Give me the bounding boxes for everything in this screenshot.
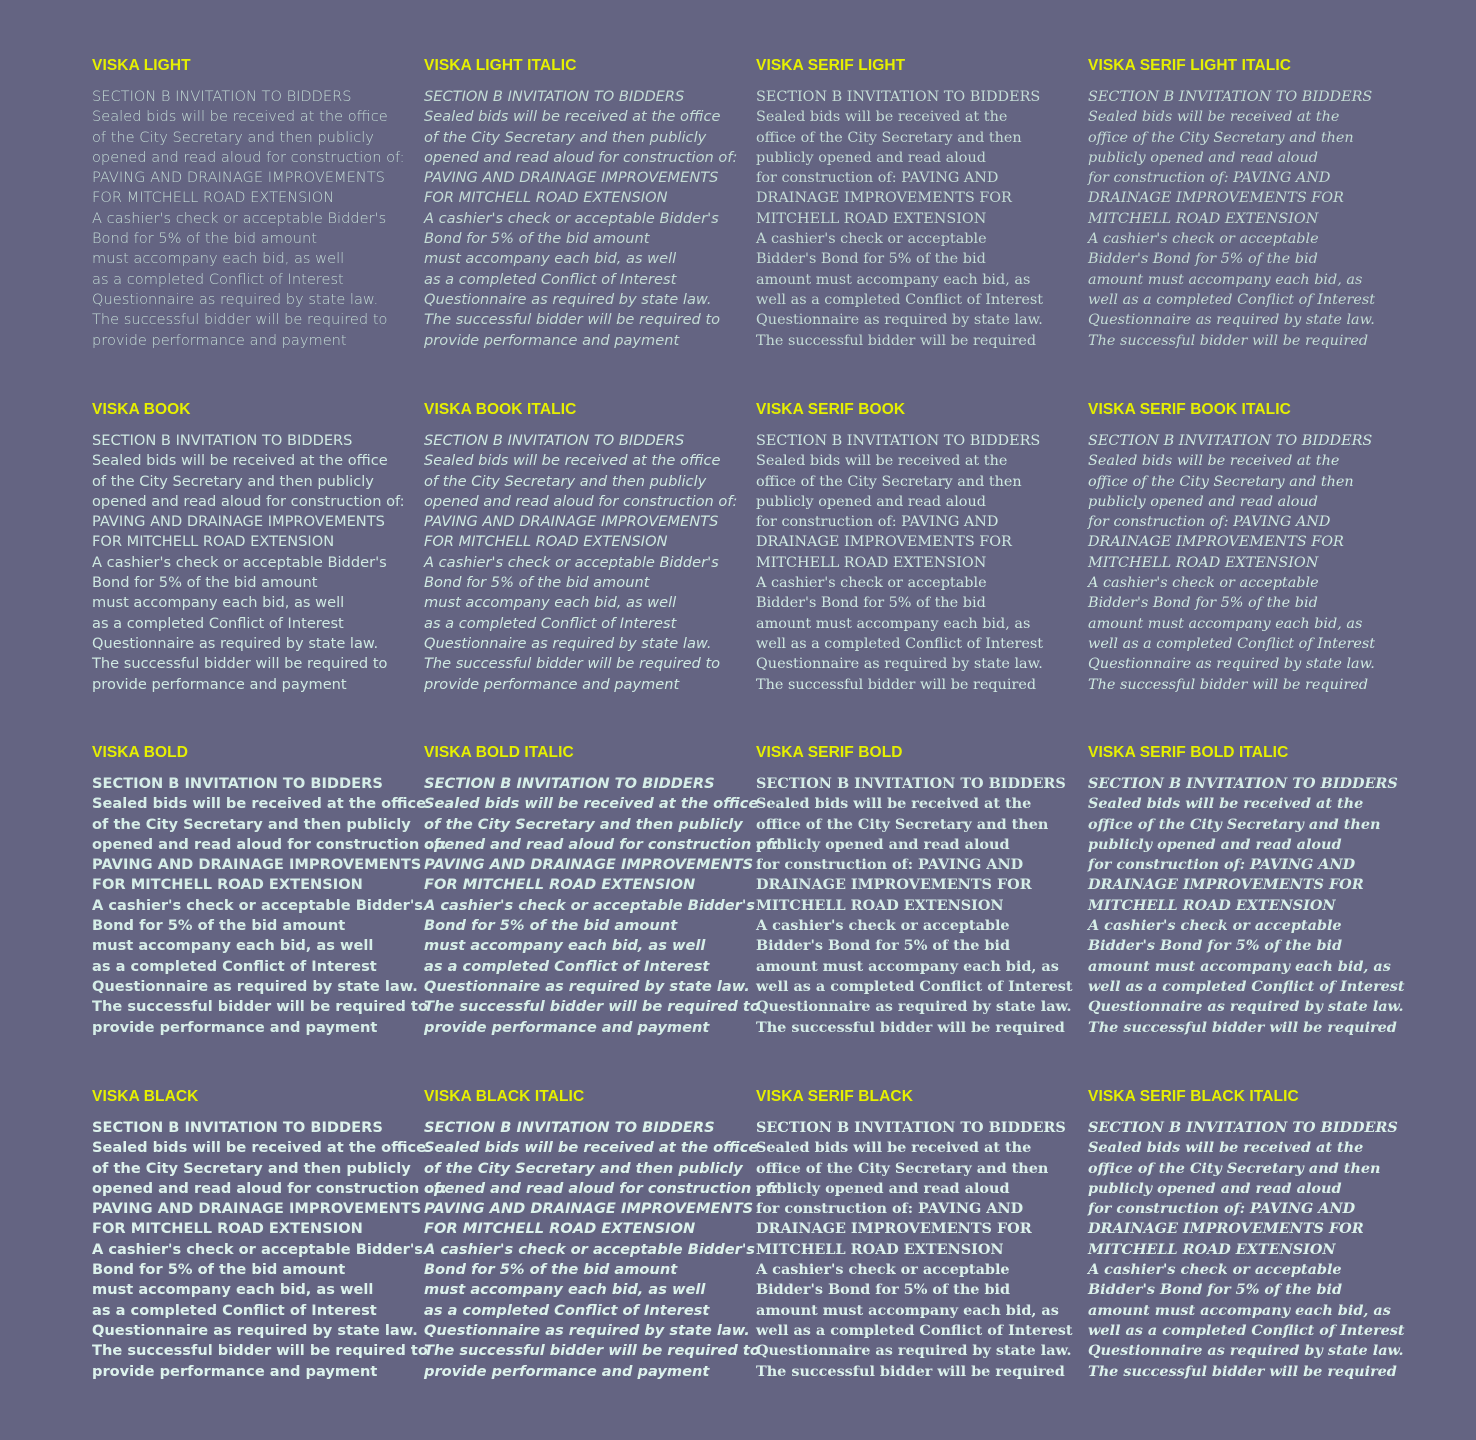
specimen-viska-serif-black-italic xyxy=(1088,1087,1408,1382)
specimen-line: Sealed bids will be received at the xyxy=(756,453,1008,470)
specimen-line: as a completed Conflict of Interest xyxy=(92,1301,377,1319)
specimen-line: SECTION B INVITATION TO BIDDERS xyxy=(424,1119,715,1136)
specimen-line: Questionnaire as required by state law. xyxy=(424,290,712,308)
specimen-line: amount must accompany each bid, as xyxy=(1088,615,1363,632)
specimen-line: well as a completed Conflict of Interest xyxy=(756,1321,1073,1339)
specimen-line: A cashier's check or acceptable Bidder's xyxy=(424,1240,755,1258)
specimen-line: Questionnaire as required by state law. xyxy=(424,634,712,652)
specimen-line: A cashier's check or acceptable xyxy=(1088,917,1342,935)
specimen-line: SECTION B INVITATION TO BIDDERS xyxy=(756,89,1041,105)
specimen-line: opened and read aloud for construction of: xyxy=(92,148,405,166)
specimen-line: SECTION B INVITATION TO BIDDERS xyxy=(1088,89,1373,105)
specimen-line: Questionnaire as required by state law. xyxy=(92,634,379,652)
specimen-viska-serif-light-italic xyxy=(1088,56,1408,351)
specimen-line: Bidder's Bond for 5% of the bid xyxy=(756,251,986,268)
specimen-line: The successful bidder will be required xyxy=(1088,1018,1397,1036)
specimen-line: publicly opened and read aloud xyxy=(1088,149,1318,166)
specimen-line: must accompany each bid, as well xyxy=(92,1281,374,1299)
specimen-title: VISKA SERIF BOOK ITALIC xyxy=(1088,401,1291,418)
specimen-line: DRAINAGE IMPROVEMENTS FOR xyxy=(756,1220,1032,1238)
specimen-text xyxy=(92,774,447,1038)
specimen-line: The successful bidder will be required to xyxy=(92,655,388,673)
specimen-line: MITCHELL ROAD EXTENSION xyxy=(1088,896,1336,914)
specimen-line: DRAINAGE IMPROVEMENTS FOR xyxy=(1088,1220,1364,1238)
specimen-text xyxy=(1088,87,1408,351)
specimen-line: for construction of: PAVING AND xyxy=(756,170,999,187)
specimen-line: provide performance and payment xyxy=(92,675,347,693)
specimen-title: VISKA BOOK ITALIC xyxy=(424,401,577,418)
specimen-line: PAVING AND DRAINAGE IMPROVEMENTS xyxy=(424,513,719,531)
specimen-line: must accompany each bid, as well xyxy=(424,250,677,268)
specimen-line: The successful bidder will be required xyxy=(756,676,1037,693)
specimen-title: VISKA SERIF BOLD ITALIC xyxy=(1088,744,1289,761)
specimen-line: well as a completed Conflict of Interest xyxy=(1088,1321,1405,1339)
specimen-title: VISKA LIGHT xyxy=(92,57,191,74)
specimen-line: SECTION B INVITATION TO BIDDERS xyxy=(1088,1119,1398,1136)
specimen-text xyxy=(756,774,1076,1038)
specimen-line: DRAINAGE IMPROVEMENTS FOR xyxy=(1088,876,1364,894)
specimen-line: provide performance and payment xyxy=(424,675,680,693)
specimen-line: SECTION B INVITATION TO BIDDERS xyxy=(92,88,352,105)
specimen-line: Bidder's Bond for 5% of the bid xyxy=(1088,937,1343,955)
specimen-text xyxy=(424,1118,779,1382)
specimen-line: office of the City Secretary and then xyxy=(1088,473,1354,490)
specimen-title: VISKA SERIF LIGHT xyxy=(756,57,906,74)
specimen-text xyxy=(92,431,412,695)
specimen-line: Sealed bids will be received at the xyxy=(1088,109,1340,126)
specimen-line: SECTION B INVITATION TO BIDDERS xyxy=(92,775,383,792)
specimen-line: office of the City Secretary and then xyxy=(756,129,1022,146)
specimen-line: PAVING AND DRAINAGE IMPROVEMENTS xyxy=(424,1200,754,1218)
specimen-text xyxy=(756,1118,1076,1382)
specimen-line: A cashier's check or acceptable xyxy=(1088,1261,1342,1279)
specimen-viska-serif-black xyxy=(756,1087,1076,1382)
specimen-viska-serif-light xyxy=(756,56,1076,351)
specimen-text xyxy=(424,774,779,1038)
specimen-line: MITCHELL ROAD EXTENSION xyxy=(756,1240,1004,1258)
specimen-viska-bold xyxy=(92,743,447,1038)
specimen-line: of the City Secretary and then publicly xyxy=(424,128,707,146)
specimen-line: Sealed bids will be received at the office xyxy=(92,1139,427,1157)
specimen-title: VISKA SERIF BOOK xyxy=(756,401,906,418)
specimen-line: Sealed bids will be received at the office xyxy=(92,795,427,813)
specimen-line: Sealed bids will be received at the office xyxy=(424,108,721,126)
specimen-line: Questionnaire as required by state law. xyxy=(424,1321,750,1339)
specimen-line: must accompany each bid, as well xyxy=(424,594,677,612)
specimen-line: Sealed bids will be received at the office xyxy=(92,108,388,126)
specimen-line: MITCHELL ROAD EXTENSION xyxy=(756,210,987,227)
specimen-text xyxy=(92,87,412,351)
specimen-line: amount must accompany each bid, as xyxy=(1088,271,1363,288)
specimen-line: The successful bidder will be required to xyxy=(92,998,428,1016)
specimen-text xyxy=(92,1118,447,1382)
specimen-line: PAVING AND DRAINAGE IMPROVEMENTS xyxy=(92,513,385,531)
specimen-line: FOR MITCHELL ROAD EXTENSION xyxy=(92,876,363,894)
specimen-line: for construction of: PAVING AND xyxy=(1088,514,1331,531)
specimen-line: opened and read aloud for construction of: xyxy=(424,835,779,853)
specimen-title: VISKA BOOK xyxy=(92,401,191,418)
specimen-line: Bond for 5% of the bid amount xyxy=(424,1261,678,1279)
specimen-line: PAVING AND DRAINAGE IMPROVEMENTS xyxy=(424,856,754,874)
specimen-line: Questionnaire as required by state law. xyxy=(756,656,1043,673)
specimen-line: MITCHELL ROAD EXTENSION xyxy=(1088,1240,1336,1258)
specimen-line: Bidder's Bond for 5% of the bid xyxy=(756,595,986,612)
specimen-line: well as a completed Conflict of Interest xyxy=(756,977,1073,995)
specimen-line: FOR MITCHELL ROAD EXTENSION xyxy=(424,1220,696,1238)
specimen-viska-serif-book-italic xyxy=(1088,400,1408,695)
specimen-line: The successful bidder will be required to xyxy=(92,311,388,329)
specimen-line: Questionnaire as required by state law. xyxy=(756,312,1043,329)
specimen-line: as a completed Conflict of Interest xyxy=(424,614,677,632)
specimen-viska-book-italic xyxy=(424,400,744,695)
specimen-line: must accompany each bid, as well xyxy=(92,594,345,612)
specimen-line: for construction of: PAVING AND xyxy=(1088,170,1331,187)
specimen-line: of the City Secretary and then publicly xyxy=(424,815,743,833)
specimen-viska-book xyxy=(92,400,412,695)
specimen-line: A cashier's check or acceptable xyxy=(1088,575,1319,592)
specimen-text xyxy=(1088,1118,1408,1382)
specimen-line: opened and read aloud for construction of: xyxy=(424,492,738,510)
specimen-line: provide performance and payment xyxy=(92,1362,378,1380)
specimen-line: Questionnaire as required by state law. xyxy=(424,977,750,995)
specimen-line: as a completed Conflict of Interest xyxy=(92,614,344,632)
specimen-line: office of the City Secretary and then xyxy=(756,1159,1049,1177)
specimen-line: must accompany each bid, as well xyxy=(424,1281,706,1299)
specimen-line: as a completed Conflict of Interest xyxy=(92,957,377,975)
specimen-line: PAVING AND DRAINAGE IMPROVEMENTS xyxy=(92,1200,422,1218)
specimen-line: SECTION B INVITATION TO BIDDERS xyxy=(756,433,1041,449)
specimen-line: The successful bidder will be required xyxy=(756,1362,1065,1380)
specimen-line: The successful bidder will be required to xyxy=(424,311,721,329)
specimen-line: well as a completed Conflict of Interest xyxy=(756,291,1044,308)
specimen-line: Sealed bids will be received at the xyxy=(756,1139,1032,1157)
specimen-line: A cashier's check or acceptable xyxy=(756,1261,1010,1279)
specimen-line: SECTION B INVITATION TO BIDDERS xyxy=(92,1119,383,1136)
specimen-line: A cashier's check or acceptable Bidder's xyxy=(92,553,387,571)
specimen-line: publicly opened and read aloud xyxy=(1088,493,1318,510)
specimen-line: must accompany each bid, as well xyxy=(424,937,706,955)
specimen-line: FOR MITCHELL ROAD EXTENSION xyxy=(92,1220,363,1238)
specimen-title: VISKA BLACK ITALIC xyxy=(424,1088,585,1105)
specimen-line: opened and read aloud for construction of: xyxy=(92,492,405,510)
specimen-line: A cashier's check or acceptable xyxy=(756,231,987,248)
specimen-line: Bidder's Bond for 5% of the bid xyxy=(1088,1281,1343,1299)
specimen-line: SECTION B INVITATION TO BIDDERS xyxy=(1088,433,1373,449)
specimen-line: of the City Secretary and then publicly xyxy=(424,1159,743,1177)
specimen-text xyxy=(424,87,744,351)
specimen-text xyxy=(424,431,744,695)
specimen-line: The successful bidder will be required to xyxy=(424,655,721,673)
specimen-line: well as a completed Conflict of Interest xyxy=(1088,977,1405,995)
specimen-line: Questionnaire as required by state law. xyxy=(756,1342,1072,1360)
specimen-line: A cashier's check or acceptable xyxy=(756,575,987,592)
specimen-line: for construction of: PAVING AND xyxy=(1088,856,1356,874)
specimen-line: The successful bidder will be required xyxy=(756,1018,1065,1036)
specimen-line: Bond for 5% of the bid amount xyxy=(424,917,678,935)
specimen-line: SECTION B INVITATION TO BIDDERS xyxy=(756,775,1066,792)
specimen-line: SECTION B INVITATION TO BIDDERS xyxy=(756,1119,1066,1136)
specimen-line: publicly opened and read aloud xyxy=(756,493,986,510)
specimen-line: office of the City Secretary and then xyxy=(756,815,1049,833)
specimen-line: office of the City Secretary and then xyxy=(1088,129,1354,146)
specimen-line: Questionnaire as required by state law. xyxy=(92,977,418,995)
specimen-line: MITCHELL ROAD EXTENSION xyxy=(1088,554,1319,571)
specimen-line: Sealed bids will be received at the xyxy=(756,795,1032,813)
specimen-line: publicly opened and read aloud xyxy=(756,835,1010,853)
specimen-line: The successful bidder will be required to xyxy=(424,1342,760,1360)
specimen-line: amount must accompany each bid, as xyxy=(756,1301,1059,1319)
specimen-line: provide performance and payment xyxy=(92,331,347,349)
specimen-line: FOR MITCHELL ROAD EXTENSION xyxy=(92,533,335,551)
specimen-line: Questionnaire as required by state law. xyxy=(92,1321,418,1339)
specimen-line: office of the City Secretary and then xyxy=(756,473,1022,490)
specimen-line: MITCHELL ROAD EXTENSION xyxy=(1088,210,1319,227)
specimen-line: FOR MITCHELL ROAD EXTENSION xyxy=(424,533,668,551)
specimen-line: Questionnaire as required by state law. xyxy=(92,290,379,308)
specimen-viska-light-italic xyxy=(424,56,744,351)
specimen-line: publicly opened and read aloud xyxy=(756,149,986,166)
specimen-line: publicly opened and read aloud xyxy=(1088,1179,1342,1197)
specimen-line: DRAINAGE IMPROVEMENTS FOR xyxy=(756,876,1032,894)
specimen-line: A cashier's check or acceptable Bidder's xyxy=(424,553,719,571)
specimen-line: provide performance and payment xyxy=(424,1018,710,1036)
specimen-line: The successful bidder will be required xyxy=(1088,332,1369,349)
specimen-line: of the City Secretary and then publicly xyxy=(424,472,707,490)
specimen-line: provide performance and payment xyxy=(424,1362,710,1380)
specimen-title: VISKA SERIF LIGHT ITALIC xyxy=(1088,57,1292,74)
specimen-line: PAVING AND DRAINAGE IMPROVEMENTS xyxy=(424,169,719,187)
specimen-line: as a completed Conflict of Interest xyxy=(424,1301,710,1319)
specimen-line: Sealed bids will be received at the office xyxy=(424,795,759,813)
specimen-line: amount must accompany each bid, as xyxy=(1088,957,1391,975)
specimen-line: Sealed bids will be received at the xyxy=(756,109,1008,126)
specimen-line: provide performance and payment xyxy=(424,331,680,349)
specimen-title: VISKA SERIF BOLD xyxy=(756,744,903,761)
specimen-line: must accompany each bid, as well xyxy=(92,250,345,268)
specimen-text xyxy=(1088,774,1408,1038)
specimen-line: Bond for 5% of the bid amount xyxy=(424,230,650,248)
specimen-line: Questionnaire as required by state law. xyxy=(1088,656,1375,673)
specimen-line: SECTION B INVITATION TO BIDDERS xyxy=(1088,775,1398,792)
specimen-line: MITCHELL ROAD EXTENSION xyxy=(756,554,987,571)
specimen-line: well as a completed Conflict of Interest xyxy=(1088,291,1376,308)
specimen-line: as a completed Conflict of Interest xyxy=(424,270,677,288)
specimen-line: Sealed bids will be received at the office xyxy=(424,1139,759,1157)
specimen-line: A cashier's check or acceptable xyxy=(756,917,1010,935)
specimen-line: Bidder's Bond for 5% of the bid xyxy=(1088,251,1318,268)
specimen-line: The successful bidder will be required xyxy=(1088,1362,1397,1380)
specimen-title: VISKA LIGHT ITALIC xyxy=(424,57,577,74)
specimen-line: Questionnaire as required by state law. xyxy=(1088,1342,1404,1360)
specimen-line: amount must accompany each bid, as xyxy=(756,271,1031,288)
specimen-line: well as a completed Conflict of Interest xyxy=(756,635,1044,652)
specimen-line: Sealed bids will be received at the xyxy=(1088,795,1364,813)
specimen-line: DRAINAGE IMPROVEMENTS FOR xyxy=(1088,190,1344,207)
specimen-line: for construction of: PAVING AND xyxy=(756,514,999,531)
specimen-line: The successful bidder will be required xyxy=(756,332,1037,349)
specimen-line: office of the City Secretary and then xyxy=(1088,815,1381,833)
specimen-text xyxy=(756,87,1076,351)
specimen-line: for construction of: PAVING AND xyxy=(756,1200,1024,1218)
specimen-line: FOR MITCHELL ROAD EXTENSION xyxy=(424,189,668,207)
specimen-line: of the City Secretary and then publicly xyxy=(92,128,374,146)
specimen-line: Bond for 5% of the bid amount xyxy=(92,1261,346,1279)
specimen-title: VISKA SERIF BLACK xyxy=(756,1088,913,1105)
specimen-line: PAVING AND DRAINAGE IMPROVEMENTS xyxy=(92,856,422,874)
specimen-title: VISKA SERIF BLACK ITALIC xyxy=(1088,1088,1299,1105)
specimen-viska-light xyxy=(92,56,412,351)
specimen-line: DRAINAGE IMPROVEMENTS FOR xyxy=(1088,534,1344,551)
specimen-line: The successful bidder will be required xyxy=(1088,676,1369,693)
specimen-line: The successful bidder will be required to xyxy=(424,998,760,1016)
specimen-line: Sealed bids will be received at the xyxy=(1088,1139,1364,1157)
specimen-line: A cashier's check or acceptable xyxy=(1088,231,1319,248)
specimen-line: provide performance and payment xyxy=(92,1018,378,1036)
specimen-title: VISKA BOLD ITALIC xyxy=(424,744,574,761)
specimen-line: amount must accompany each bid, as xyxy=(1088,1301,1391,1319)
specimen-viska-serif-bold-italic xyxy=(1088,743,1408,1038)
specimen-line: Bidder's Bond for 5% of the bid xyxy=(1088,595,1318,612)
specimen-line: office of the City Secretary and then xyxy=(1088,1159,1381,1177)
specimen-line: Sealed bids will be received at the xyxy=(1088,453,1340,470)
specimen-title: VISKA BLACK xyxy=(92,1088,199,1105)
specimen-line: must accompany each bid, as well xyxy=(92,937,374,955)
specimen-line: A cashier's check or acceptable Bidder's xyxy=(424,896,755,914)
specimen-viska-serif-bold xyxy=(756,743,1076,1038)
specimen-line: as a completed Conflict of Interest xyxy=(92,270,344,288)
specimen-line: PAVING AND DRAINAGE IMPROVEMENTS xyxy=(92,169,385,187)
specimen-line: Questionnaire as required by state law. xyxy=(756,998,1072,1016)
specimen-line: Bond for 5% of the bid amount xyxy=(424,574,650,592)
specimen-line: A cashier's check or acceptable Bidder's xyxy=(92,209,387,227)
specimen-viska-bold-italic xyxy=(424,743,779,1038)
specimen-line: Questionnaire as required by state law. xyxy=(1088,312,1375,329)
specimen-line: DRAINAGE IMPROVEMENTS FOR xyxy=(756,534,1012,551)
specimen-viska-serif-book xyxy=(756,400,1076,695)
specimen-line: opened and read aloud for construction of: xyxy=(92,835,447,853)
specimen-line: of the City Secretary and then publicly xyxy=(92,815,411,833)
specimen-line: opened and read aloud for construction of: xyxy=(92,1179,447,1197)
specimen-line: SECTION B INVITATION TO BIDDERS xyxy=(92,432,353,449)
specimen-line: amount must accompany each bid, as xyxy=(756,615,1031,632)
specimen-line: SECTION B INVITATION TO BIDDERS xyxy=(424,432,685,449)
specimen-line: A cashier's check or acceptable Bidder's xyxy=(92,896,423,914)
specimen-line: amount must accompany each bid, as xyxy=(756,957,1059,975)
specimen-line: Bond for 5% of the bid amount xyxy=(92,917,346,935)
specimen-line: opened and read aloud for construction of: xyxy=(424,148,738,166)
specimen-line: Bond for 5% of the bid amount xyxy=(92,230,317,248)
specimen-line: of the City Secretary and then publicly xyxy=(92,472,374,490)
specimen-line: FOR MITCHELL ROAD EXTENSION xyxy=(424,876,696,894)
specimen-line: MITCHELL ROAD EXTENSION xyxy=(756,896,1004,914)
specimen-line: Bidder's Bond for 5% of the bid xyxy=(756,937,1011,955)
specimen-line: Sealed bids will be received at the office xyxy=(424,452,721,470)
specimen-line: Sealed bids will be received at the office xyxy=(92,452,388,470)
specimen-line: of the City Secretary and then publicly xyxy=(92,1159,411,1177)
specimen-line: SECTION B INVITATION TO BIDDERS xyxy=(424,775,715,792)
specimen-line: for construction of: PAVING AND xyxy=(756,856,1024,874)
specimen-line: A cashier's check or acceptable Bidder's xyxy=(92,1240,423,1258)
specimen-line: The successful bidder will be required to xyxy=(92,1342,428,1360)
specimen-line: A cashier's check or acceptable Bidder's xyxy=(424,209,719,227)
specimen-line: SECTION B INVITATION TO BIDDERS xyxy=(424,88,685,105)
specimen-line: Questionnaire as required by state law. xyxy=(1088,998,1404,1016)
specimen-line: Bidder's Bond for 5% of the bid xyxy=(756,1281,1011,1299)
specimen-text xyxy=(1088,431,1408,695)
specimen-line: for construction of: PAVING AND xyxy=(1088,1200,1356,1218)
specimen-line: FOR MITCHELL ROAD EXTENSION xyxy=(92,189,335,207)
specimen-line: DRAINAGE IMPROVEMENTS FOR xyxy=(756,190,1012,207)
specimen-line: publicly opened and read aloud xyxy=(1088,835,1342,853)
specimen-line: opened and read aloud for construction of: xyxy=(424,1179,779,1197)
specimen-title: VISKA BOLD xyxy=(92,744,189,761)
specimen-line: as a completed Conflict of Interest xyxy=(424,957,710,975)
specimen-text xyxy=(756,431,1076,695)
specimen-viska-black xyxy=(92,1087,447,1382)
specimen-line: well as a completed Conflict of Interest xyxy=(1088,635,1376,652)
specimen-line: publicly opened and read aloud xyxy=(756,1179,1010,1197)
specimen-line: Bond for 5% of the bid amount xyxy=(92,574,318,592)
specimen-viska-black-italic xyxy=(424,1087,779,1382)
